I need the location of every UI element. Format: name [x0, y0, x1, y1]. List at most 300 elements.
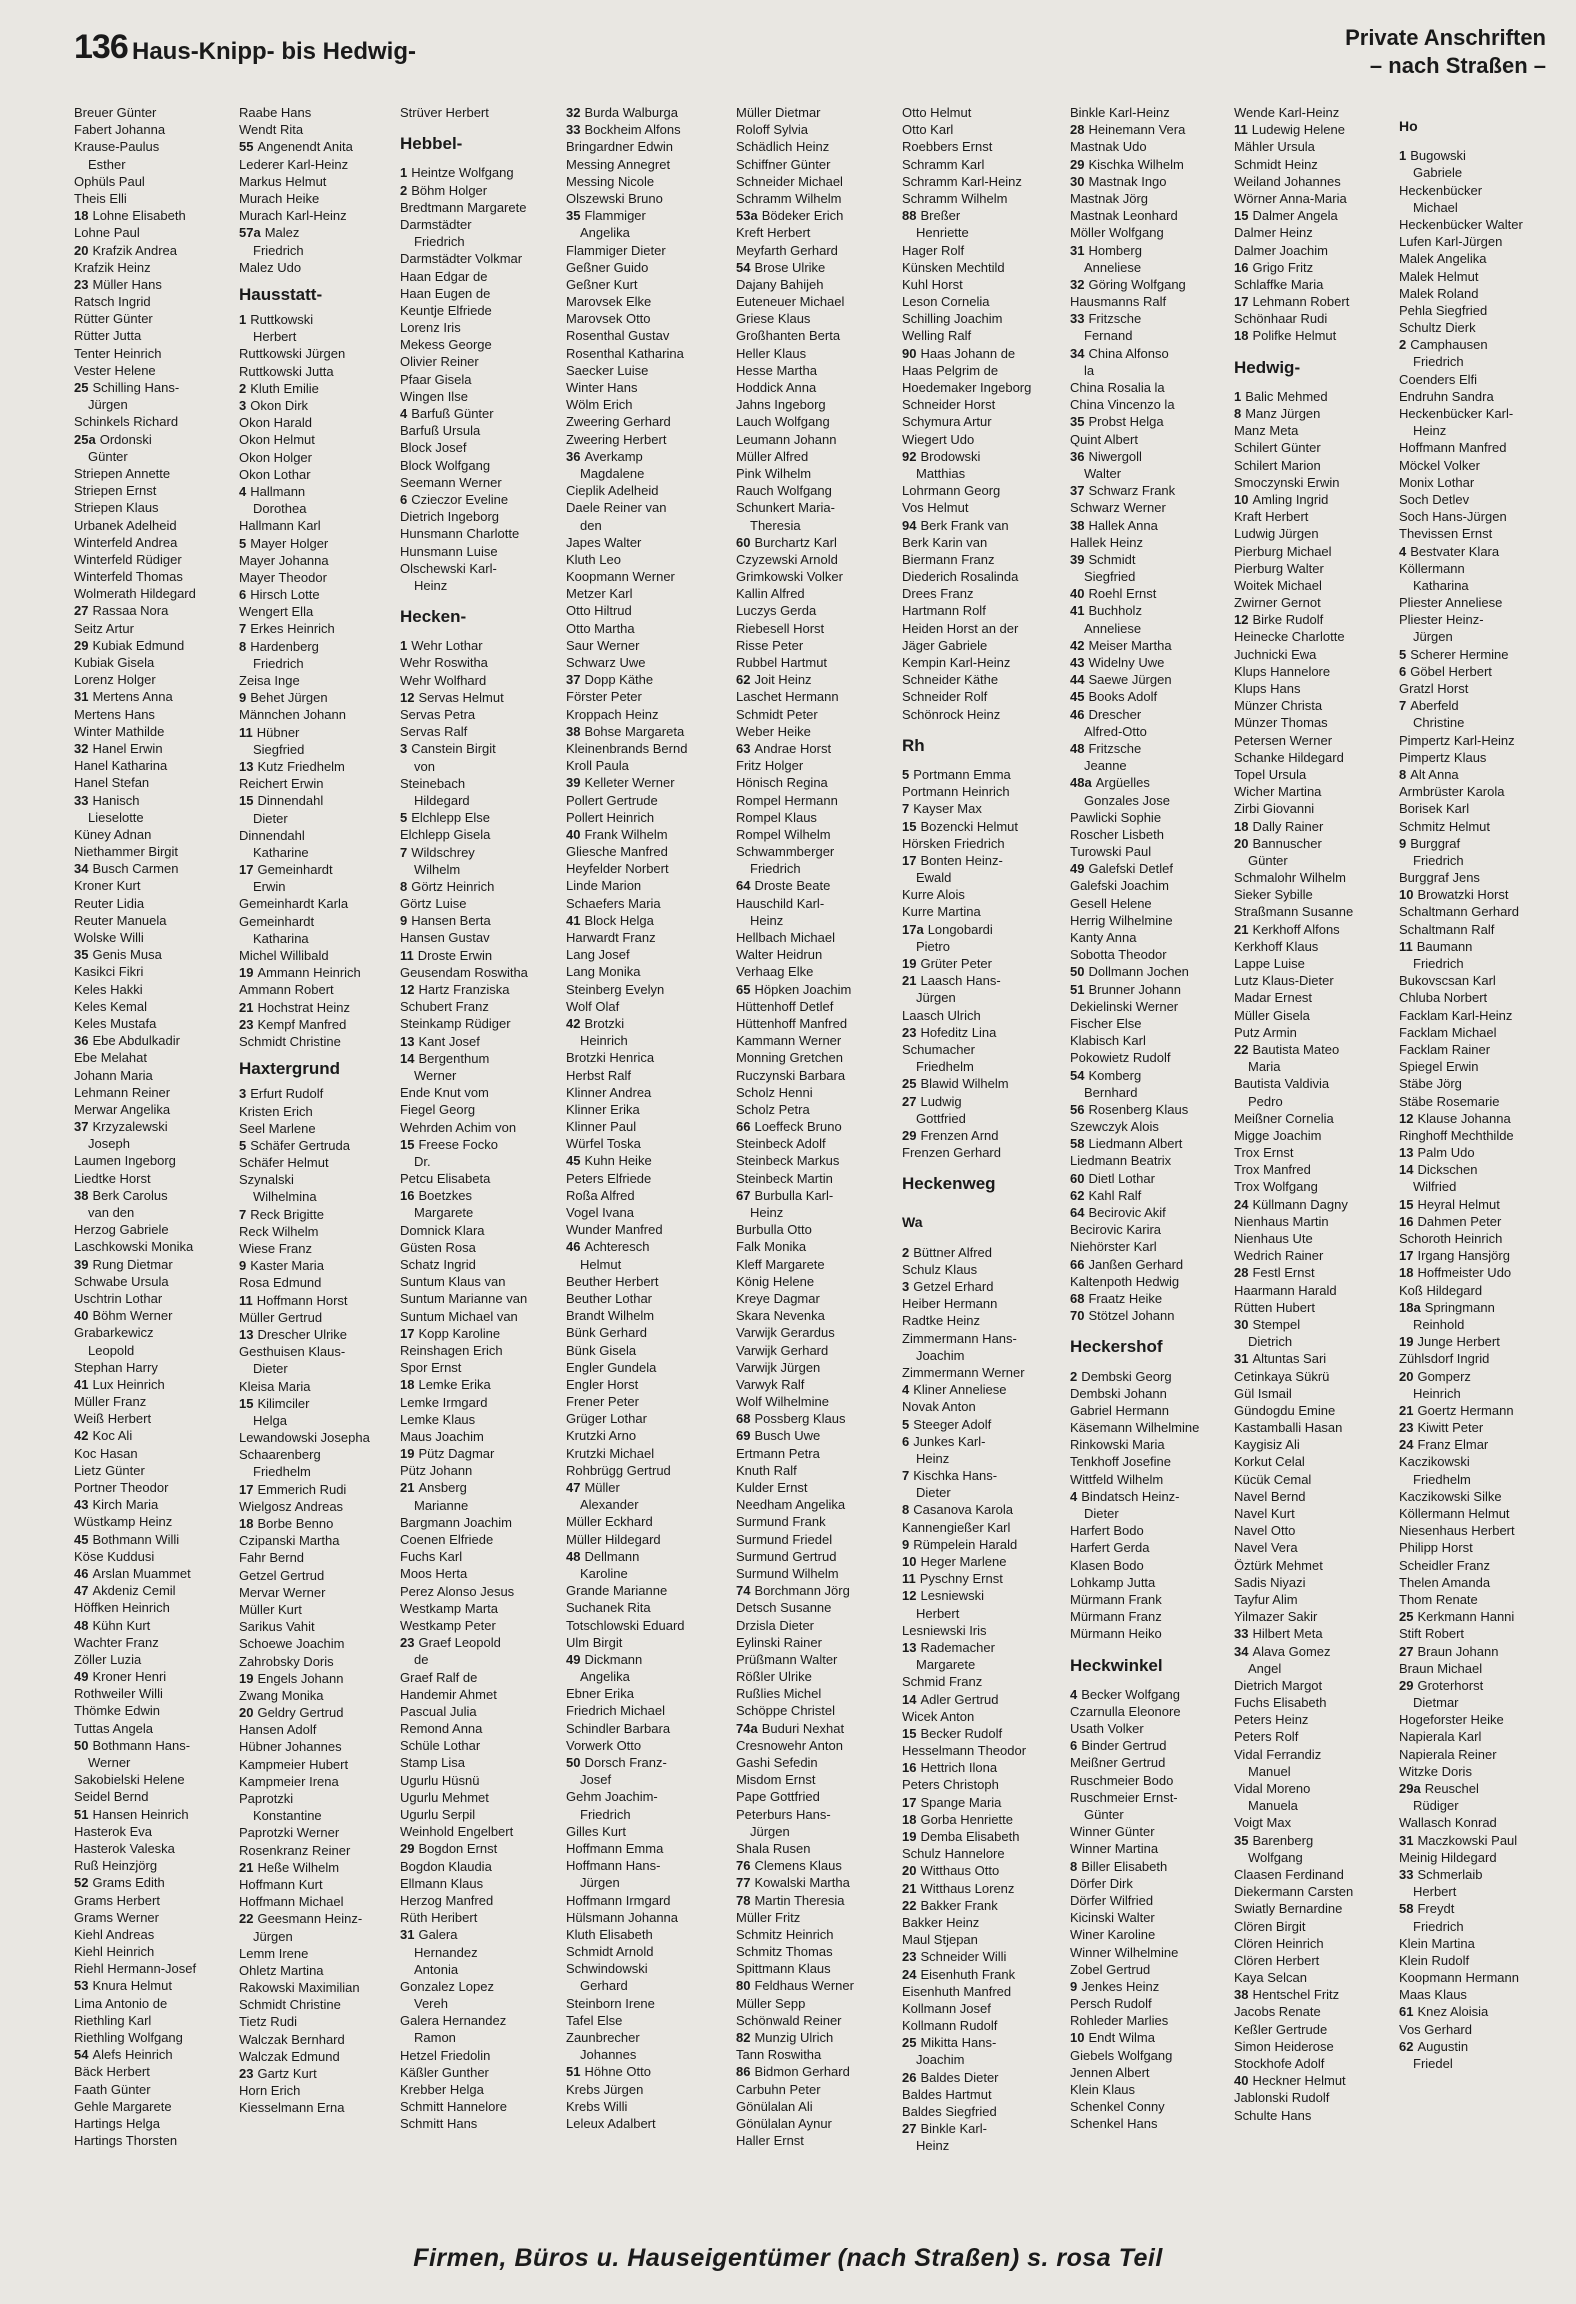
resident-name: Mastnak Ingo	[1088, 173, 1167, 189]
resident-entry: Kluth Leo	[566, 551, 621, 567]
resident-name: Bannuscher	[1252, 835, 1322, 851]
street-heading: Hausstatt-	[239, 284, 323, 304]
resident-entry: Falk Monika	[736, 1239, 807, 1255]
house-number: 51	[1070, 981, 1085, 997]
resident-entry: Coenen Elfriede	[400, 1532, 494, 1547]
resident-entry: Kampmeier Hubert	[239, 1756, 349, 1772]
resident-entry: Wengert Ella	[239, 604, 314, 620]
house-number: 9	[1070, 1978, 1078, 1994]
resident-name: Buduri Nexhat	[761, 1720, 845, 1736]
entry-continuation: Jeanne	[1084, 758, 1127, 774]
resident-entry: Schneider Rolf	[902, 689, 988, 705]
resident-entry: Tayfur Alim	[1234, 1591, 1298, 1607]
resident-name: Göring Wolfgang	[1088, 276, 1186, 292]
resident-entry: Hörsken Friedrich	[902, 835, 1005, 851]
resident-entry: Olivier Reiner	[400, 354, 479, 370]
house-number: 49	[1070, 861, 1085, 877]
resident-entry: Kleff Margarete	[736, 1256, 825, 1272]
resident-entry: Messing Annegret	[566, 156, 671, 172]
house-number: 18	[74, 208, 89, 224]
resident-entry: Jacobs Renate	[1234, 2004, 1321, 2020]
resident-entry: Müller Gisela	[1234, 1007, 1310, 1023]
resident-entry: Schunkert Maria-	[736, 500, 835, 516]
entry-continuation: Gottfried	[916, 1110, 966, 1126]
resident-entry	[1070, 1686, 1230, 1703]
resident-entry: Koopmann Hermann	[1399, 1970, 1519, 1986]
resident-name: Springmann	[1424, 1299, 1495, 1315]
house-number: 34	[1070, 345, 1085, 361]
house-number: 47	[74, 1583, 89, 1599]
entry-continuation: Jürgen	[253, 1928, 293, 1944]
resident-name: Heyral Helmut	[1417, 1196, 1500, 1212]
resident-entry: Risse Peter	[736, 637, 804, 653]
resident-entry: Weber Heike	[736, 723, 811, 739]
resident-entry: Hallek Heinz	[1070, 534, 1143, 550]
entry-continuation: Alfred-Otto	[1084, 723, 1147, 739]
resident-name: Augustin	[1417, 2038, 1469, 2054]
resident-entry: Ratsch Ingrid	[74, 294, 151, 310]
resident-name: Mikitta Hans-	[920, 2035, 997, 2051]
entry-continuation: Angel	[1248, 1660, 1282, 1676]
resident-name: Gomperz	[1417, 1368, 1471, 1384]
house-number: 36	[1070, 448, 1085, 464]
resident-entry: Zaunbrecher	[566, 2030, 640, 2045]
resident-entry	[736, 1874, 896, 1891]
resident-name: Martin Theresia	[754, 1892, 845, 1908]
house-number: 23	[400, 1635, 415, 1651]
resident-entry: Schatz Ingrid	[400, 1257, 476, 1272]
resident-entry: Rompel Klaus	[736, 809, 817, 825]
resident-entry: Ammann Robert	[239, 982, 334, 998]
resident-name: Becirovic Akif	[1088, 1205, 1166, 1220]
house-number: 43	[74, 1497, 89, 1513]
resident-entry: Flammiger Dieter	[566, 242, 666, 258]
house-number: 56	[1070, 1101, 1085, 1117]
house-number: 9	[239, 1258, 247, 1274]
house-number: 54	[736, 259, 751, 275]
resident-name: Alefs Heinrich	[92, 2047, 173, 2063]
entry-continuation: Helmut	[580, 1256, 622, 1272]
resident-entry: Lewandowski Josepha	[239, 1430, 370, 1446]
resident-entry: Stephan Harry	[74, 1359, 158, 1375]
resident-entry: Hellbach Michael	[736, 930, 835, 945]
house-number: 55	[239, 139, 254, 155]
house-number: 23	[74, 276, 89, 292]
entry-continuation: Rüdiger	[1413, 1798, 1459, 1814]
resident-entry: Künsken Mechtild	[902, 259, 1005, 275]
resident-name: Lesniewski	[920, 1588, 985, 1604]
house-number: 43	[1070, 655, 1085, 670]
resident-entry: Block Josef	[400, 440, 467, 456]
resident-entry	[1234, 611, 1394, 628]
house-number: 18	[1234, 328, 1249, 344]
entry-continuation: Fernand	[1084, 328, 1133, 344]
resident-entry: Müller Kurt	[239, 1601, 302, 1617]
resident-name: Bockheim Alfons	[584, 122, 681, 138]
resident-entry	[1399, 543, 1559, 560]
house-number: 45	[566, 1153, 581, 1169]
directory-column	[1234, 104, 1394, 2198]
resident-entry: Sadis Niyazi	[1234, 1574, 1306, 1590]
resident-entry: Clören Heinrich	[1234, 1935, 1324, 1951]
entry-continuation: Dieter	[1084, 1506, 1119, 1521]
resident-entry: Mekess George	[400, 337, 492, 353]
resident-entry: China Vincenzo la	[1070, 397, 1175, 413]
resident-entry: Keles Mustafa	[74, 1015, 157, 1031]
house-number: 10	[1399, 887, 1414, 903]
resident-entry: Ulm Birgit	[566, 1634, 623, 1650]
resident-entry	[736, 1857, 896, 1874]
resident-name: Dally Rainer	[1252, 818, 1324, 834]
resident-name: Reuschel	[1424, 1781, 1479, 1796]
resident-name: Geldry Gertrud	[257, 1705, 344, 1721]
resident-name: Engels Johann	[257, 1670, 344, 1686]
resident-entry: Soch Hans-Jürgen	[1399, 509, 1507, 525]
resident-entry: Roloff Sylvia	[736, 122, 809, 138]
resident-entry: Laschet Hermann	[736, 689, 839, 705]
resident-entry	[400, 878, 560, 895]
resident-entry: Johann Maria	[74, 1067, 153, 1083]
resident-entry: Gemeinhardt Karla	[239, 896, 349, 912]
resident-entry: Zimmermann Hans-	[902, 1330, 1017, 1346]
resident-entry	[1070, 242, 1230, 259]
resident-entry: Lufen Karl-Jürgen	[1399, 234, 1503, 250]
resident-entry: Wunder Manfred	[566, 1222, 663, 1238]
house-number: 26	[902, 2069, 917, 2085]
resident-entry	[1234, 327, 1394, 344]
resident-entry	[239, 724, 399, 741]
resident-entry: Wicek Anton	[902, 1708, 975, 1724]
resident-entry: Persch Rudolf	[1070, 1996, 1152, 2012]
entry-continuation: Friedrich	[414, 234, 465, 250]
house-number: 25	[902, 1076, 917, 1092]
house-number: 16	[1399, 1213, 1414, 1229]
resident-entry: Griese Klaus	[736, 311, 811, 327]
resident-entry: Förster Peter	[566, 689, 642, 705]
house-number: 12	[1399, 1110, 1414, 1126]
resident-name: Reck Brigitte	[250, 1206, 324, 1222]
house-number: 2	[239, 380, 247, 396]
resident-entry: Herzog Manfred	[400, 1892, 494, 1908]
resident-name: Genis Musa	[92, 947, 162, 963]
house-number: 4	[400, 406, 408, 421]
resident-name: Andrae Horst	[754, 740, 832, 756]
entry-continuation: Bernhard	[1084, 1084, 1138, 1100]
entry-continuation: Jürgen	[1413, 629, 1453, 645]
resident-name: Frenzen Arnd	[920, 1127, 999, 1143]
resident-entry: Malek Roland	[1399, 285, 1479, 301]
resident-entry: Galera Hernandez	[400, 2013, 507, 2029]
resident-name: Hartz Franziska	[418, 982, 510, 997]
resident-entry: Gönülalan Ali	[736, 2098, 813, 2114]
resident-entry: Striepen Klaus	[74, 500, 159, 516]
resident-entry	[566, 448, 726, 465]
resident-name: Kliner Anneliese	[913, 1382, 1007, 1398]
resident-entry: Harwardt Franz	[566, 930, 656, 945]
resident-entry: Grabarkewicz	[74, 1325, 154, 1341]
resident-entry: Okon Harald	[239, 415, 312, 431]
house-number: 23	[239, 2066, 254, 2081]
resident-name: Munzig Ulrich	[754, 2030, 834, 2045]
house-number: 35	[1070, 414, 1085, 430]
resident-entry: Stäbe Jörg	[1399, 1076, 1462, 1092]
resident-entry: Maul Stjepan	[902, 1932, 978, 1948]
resident-entry	[1234, 121, 1394, 138]
resident-name: Bergenthum	[418, 1050, 490, 1066]
resident-name: Grigo Fritz	[1252, 259, 1314, 275]
resident-entry: Suntum Marianne van	[400, 1291, 528, 1307]
resident-name: Fritzsche	[1088, 311, 1142, 327]
resident-entry: Möller Wolfgang	[1070, 225, 1164, 241]
resident-entry	[239, 138, 399, 155]
resident-entry: Thom Renate	[1399, 1591, 1478, 1607]
resident-entry: Müller Franz	[74, 1394, 147, 1410]
resident-entry	[1070, 1737, 1230, 1754]
resident-entry: Lemke Irmgard	[400, 1394, 488, 1410]
resident-entry: Köse Kuddusi	[74, 1548, 155, 1564]
house-number: 20	[902, 1863, 917, 1879]
resident-name: Bindatsch Heinz-	[1081, 1488, 1180, 1504]
house-number: 4	[1070, 1488, 1078, 1504]
resident-entry: Steinbeck Markus	[736, 1153, 840, 1169]
house-number: 19	[239, 1670, 254, 1686]
resident-entry: Klinner Andrea	[566, 1084, 652, 1100]
resident-entry: Paprotzki Werner	[239, 1825, 340, 1841]
resident-entry: Voigt Max	[1234, 1815, 1292, 1831]
resident-entry: Burggraf Jens	[1399, 870, 1480, 886]
resident-name: Janßen Gerhard	[1088, 1256, 1184, 1272]
spacer	[1070, 1324, 1230, 1328]
resident-entry: Barfuß Ursula	[400, 423, 481, 439]
resident-entry: Geusendam Roswitha	[400, 964, 528, 980]
resident-entry: Stäbe Rosemarie	[1399, 1093, 1500, 1109]
entry-continuation: Wilhelm	[414, 861, 461, 877]
resident-entry	[1070, 156, 1230, 173]
entry-continuation: Walter	[1084, 465, 1122, 481]
resident-name: Barfuß Günter	[411, 406, 494, 421]
resident-name: Getzel Erhard	[913, 1279, 994, 1294]
entry-continuation: Friedrich	[1413, 354, 1464, 370]
directory-columns	[74, 104, 1544, 2198]
resident-entry	[1399, 1677, 1559, 1694]
resident-entry	[736, 740, 896, 757]
resident-entry	[902, 1381, 1062, 1398]
resident-name: Drescher Ulrike	[257, 1326, 348, 1342]
resident-name: Dellmann	[584, 1548, 640, 1564]
resident-entry	[1070, 654, 1230, 671]
resident-entry: Krause-Paulus	[74, 139, 160, 155]
resident-name: Kluth Emilie	[250, 380, 319, 396]
resident-entry: Rubbel Hartmut	[736, 655, 828, 670]
resident-entry: Baldes Siegfried	[902, 2104, 997, 2119]
street-heading: Hebbel-	[400, 134, 463, 154]
resident-entry: Müller Gertrud	[239, 1309, 323, 1325]
resident-name: Kowalski Martha	[754, 1875, 850, 1891]
resident-entry	[1070, 2029, 1230, 2046]
footer-note: Firmen, Büros u. Hauseigentümer (nach Straßen) s. rosa Teil	[413, 2244, 1163, 2272]
directory-column	[74, 104, 234, 2198]
resident-entry: Vidal Ferrandiz	[1234, 1746, 1322, 1762]
resident-entry: Ende Knut vom	[400, 1085, 489, 1101]
resident-entry: Rößler Ulrike	[736, 1669, 812, 1685]
house-number: 54	[74, 2047, 89, 2063]
resident-entry: Winterfeld Andrea	[74, 534, 178, 550]
resident-entry: Quint Albert	[1070, 431, 1138, 447]
house-number: 4	[239, 483, 247, 499]
resident-entry: Seel Marlene	[239, 1120, 316, 1136]
house-number: 32	[74, 740, 89, 756]
resident-entry: Topel Ursula	[1234, 766, 1307, 782]
resident-entry: Schäfer Helmut	[239, 1155, 329, 1171]
resident-name: Meiser Martha	[1088, 637, 1172, 653]
entry-continuation: den	[580, 517, 602, 533]
resident-entry: Köllermann	[1399, 560, 1465, 576]
house-number: 13	[400, 1033, 415, 1049]
house-number: 50	[566, 1755, 581, 1770]
resident-entry: Needham Angelika	[736, 1497, 846, 1513]
resident-name: Becker Wolfgang	[1081, 1686, 1180, 1702]
resident-entry	[736, 1118, 896, 1135]
resident-entry: Leleux Adalbert	[566, 2115, 656, 2131]
house-number: 18	[1234, 818, 1249, 834]
house-number: 12	[400, 689, 415, 705]
resident-entry	[1234, 1832, 1394, 1849]
resident-entry: Madar Ernest	[1234, 990, 1313, 1006]
resident-entry	[239, 380, 399, 397]
entry-continuation: Konstantine	[253, 1808, 322, 1824]
resident-entry: Gemeinhardt	[239, 913, 315, 929]
resident-entry: Ohletz Martina	[239, 1962, 324, 1978]
resident-entry	[1070, 1978, 1230, 1995]
resident-entry	[74, 1617, 234, 1634]
directory-column	[736, 104, 896, 2198]
street-heading: Hecken-	[400, 607, 467, 627]
resident-entry: Pokowietz Rudolf	[1070, 1050, 1171, 1066]
resident-name: Borchmann Jörg	[754, 1583, 850, 1599]
resident-name: Burggraf	[1410, 835, 1461, 851]
house-number: 27	[74, 603, 89, 619]
resident-name: Goertz Hermann	[1417, 1402, 1514, 1418]
resident-entry	[239, 1670, 399, 1687]
resident-entry: Beuther Herbert	[566, 1273, 659, 1289]
resident-name: Rademacher	[920, 1639, 995, 1655]
resident-name: Hübner	[256, 724, 300, 740]
resident-entry: Winter Mathilde	[74, 723, 165, 739]
running-head: Haus-Knipp- bis Hedwig-	[132, 38, 416, 65]
resident-entry	[902, 818, 1062, 835]
resident-name: Palm Udo	[1417, 1145, 1475, 1161]
resident-entry: Novak Anton	[902, 1399, 976, 1415]
resident-entry	[400, 164, 560, 181]
resident-entry: Öztürk Mehmet	[1234, 1557, 1323, 1573]
house-number: 62	[1399, 2038, 1414, 2054]
house-number: 30	[1070, 173, 1085, 189]
house-number: 31	[74, 689, 89, 705]
resident-entry: Zweering Gerhard	[566, 414, 671, 430]
house-number: 29	[74, 637, 89, 653]
resident-entry	[239, 638, 399, 655]
resident-entry	[902, 921, 1062, 938]
resident-name: Junge Herbert	[1417, 1334, 1500, 1350]
resident-entry: Schenkel Conny	[1070, 2099, 1165, 2115]
resident-entry: Kristen Erich	[239, 1103, 313, 1119]
resident-entry: Daele Reiner van	[566, 500, 667, 516]
resident-entry: Dörfer Dirk	[1070, 1875, 1133, 1891]
resident-name: Grams Edith	[92, 1875, 165, 1891]
resident-entry: Wielgosz Andreas	[239, 1498, 344, 1514]
resident-entry: Weiland Johannes	[1234, 173, 1341, 189]
house-number: 20	[1399, 1368, 1414, 1384]
resident-entry: Peters Elfriede	[566, 1170, 652, 1186]
resident-entry	[1070, 860, 1230, 877]
resident-entry	[566, 912, 726, 929]
resident-entry: Schmidt Peter	[736, 706, 818, 722]
resident-name: Baumann	[1416, 938, 1473, 954]
resident-entry: China Rosalia la	[1070, 380, 1165, 395]
resident-entry	[902, 1966, 1062, 1983]
resident-entry: Engler Horst	[566, 1376, 639, 1392]
resident-entry: Hanel Stefan	[74, 775, 150, 791]
resident-entry	[74, 1427, 234, 1444]
resident-entry	[1070, 637, 1230, 654]
resident-entry	[400, 491, 560, 508]
resident-entry	[74, 1531, 234, 1548]
resident-entry: Geßner Guido	[566, 259, 649, 275]
resident-name: Droste Erwin	[417, 947, 493, 963]
resident-entry: Navel Bernd	[1234, 1488, 1306, 1504]
resident-entry	[1399, 1866, 1559, 1883]
resident-entry: Meyfarth Gerhard	[736, 242, 838, 258]
entry-continuation: Gonzales Jose	[1084, 792, 1170, 808]
resident-name: Ansberg	[418, 1480, 467, 1496]
resident-entry: Käßler Gunther	[400, 2064, 489, 2080]
resident-entry	[902, 1897, 1062, 1914]
resident-entry	[1234, 1625, 1394, 1642]
house-number: 9	[239, 690, 247, 706]
resident-entry: Klups Hans	[1234, 681, 1301, 696]
house-number: 64	[736, 878, 751, 894]
resident-name: Birke Rudolf	[1252, 612, 1324, 628]
house-number: 17	[239, 1481, 254, 1497]
house-number: 45	[1070, 689, 1085, 705]
resident-entry: Schiffner Günter	[736, 156, 831, 172]
resident-entry: Liedtke Horst	[74, 1170, 151, 1186]
resident-entry: Grimkowski Volker	[736, 569, 843, 585]
resident-entry: Surmund Gertrud	[736, 1548, 837, 1564]
resident-entry: Kluth Elisabeth	[566, 1926, 653, 1942]
house-number: 10	[1070, 2030, 1085, 2046]
resident-entry: Steinebach	[400, 775, 466, 791]
resident-entry: Schneider Käthe	[902, 672, 999, 688]
resident-entry: Lorenz Iris	[400, 320, 461, 336]
resident-entry	[1399, 1247, 1559, 1264]
resident-entry: Kreye Dagmar	[736, 1290, 820, 1306]
resident-name: Rümpelein Harald	[913, 1536, 1018, 1552]
resident-entry: Mervar Werner	[239, 1584, 326, 1600]
resident-entry: Schmalohr Wilhelm	[1234, 870, 1346, 886]
resident-entry: Michel Willibald	[239, 948, 329, 963]
entry-continuation: Friedhelm	[916, 1059, 974, 1075]
house-number: 48	[566, 1548, 581, 1564]
resident-entry: Westkamp Marta	[400, 1600, 499, 1616]
resident-name: Kempf Manfred	[257, 1016, 347, 1032]
resident-entry	[902, 1536, 1062, 1553]
resident-entry: Herbst Ralf	[566, 1067, 632, 1083]
resident-entry: Migge Joachim	[1234, 1127, 1322, 1143]
resident-entry	[239, 1206, 399, 1223]
resident-entry: Schulz Klaus	[902, 1261, 978, 1277]
resident-entry: Haan Eugen de	[400, 285, 491, 301]
